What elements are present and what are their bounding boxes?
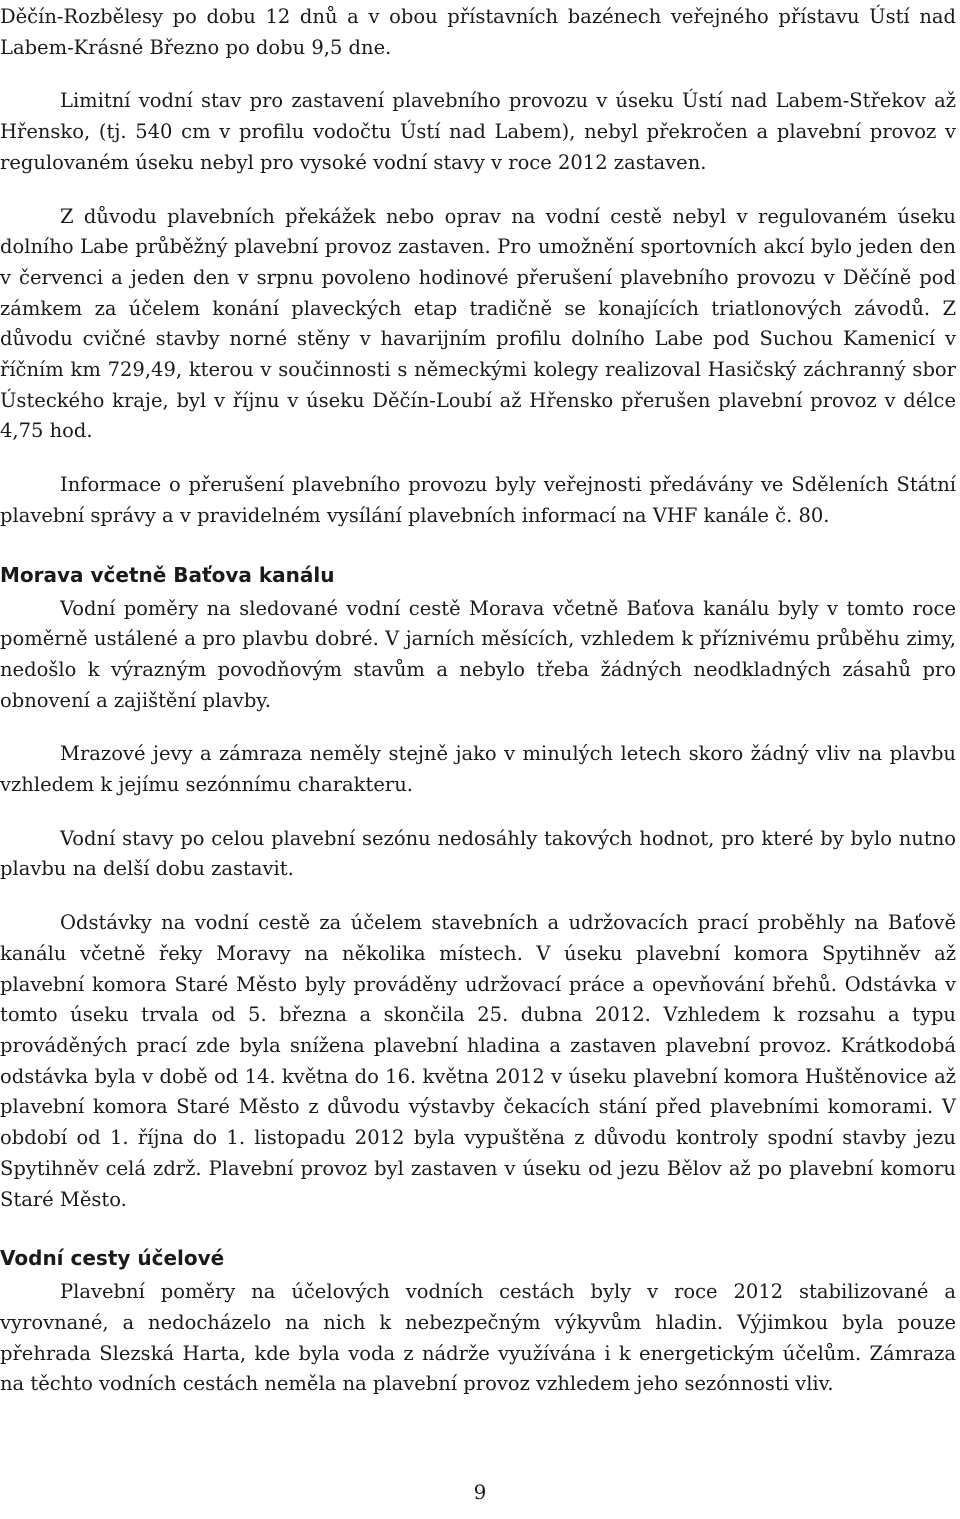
paragraph: Plavební poměry na účelových vodních cestách byly v roce 2012 stabilizované a vyrovnané, a nedocházelo na nich k nebezpečným výkyvům hladin. Výjimkou byla pouze přehrada Slezská Harta, kde byla voda z nádrže využívána i k energetickým účelům. Zámraza na těchto vodních cestách neměla na plavební provoz vzhledem jeho sezónnosti vliv. xyxy=(0,1280,956,1396)
paragraph: Vodní poměry na sledované vodní cestě Morava včetně Baťova kanálu byly v tomto roce poměrně ustálené a pro plavbu dobré. V jarních měsících, vzhledem k příznivému průběhu zimy, nedošlo k výrazným povodňovým stavům a nebylo třeba žádných neodkladných zásahů pro obnovení a zajištění plavby. xyxy=(0,596,956,712)
paragraph: Mrazové jevy a zámraza neměly stejně jako v minulých letech skoro žádný vliv na plavbu vzhledem k jejímu sezónnímu charakteru. xyxy=(0,742,956,797)
paragraph: Děčín-Rozbělesy po dobu 12 dnů a v obou přístavních bazénech veřejného přístavu Ústí nad Labem-Krásné Březno po dobu 9,5 dne. xyxy=(0,5,956,59)
paragraph: Informace o přerušení plavebního provozu byly veřejnosti předávány ve Sděleních Státní plavební správy a v pravidelném vysílání plavebních informací na VHF kanále č. 80. xyxy=(0,473,956,527)
section-heading-ucelove: Vodní cesty účelové xyxy=(0,1246,225,1271)
paragraph: Vodní stavy po celou plavební sezónu nedosáhly takových hodnot, pro které by bylo nutno plavbu na delší dobu zastavit. xyxy=(0,826,956,881)
page-content xyxy=(0,2,956,1400)
paragraph: Limitní vodní stav pro zastavení plavebního provozu v úseku Ústí nad Labem-Střekov až Hřensko, (tj. 540 cm v profilu vodočtu Ústí nad Labem), nebyl překročen a plavební provoz v regulovaném úseku nebyl pro vysoké vodní stavy v roce 2012 zastaven. xyxy=(0,89,956,174)
page-number: 9 xyxy=(473,1480,487,1504)
paragraph: Odstávky na vodní cestě za účelem stavebních a udržovacích prací proběhly na Baťově kanálu včetně řeky Moravy na několika místech. V úseku plavební komora Spytihněv až plavební komora Staré Město byly prováděny udržovací práce a opevňování břehů. Odstávka v tomto úseku trvala od 5. března a skončila 25. dubna 2012. Vzhledem k rozsahu a typu prováděných prací zde byla snížena plavební hladina a zastaven plavební provoz. Krátkodobá odstávka byla v době od 14. května do 16. května 2012 v úseku plavební komora Huštěnovice až plavební komora Staré Město z důvodu výstavby čekacích stání před plavebními komorami. V období od 1. října do 1. listopadu 2012 byla vypuštěna z důvodu kontroly spodní stavby jezu Spytihněv celá zdrž. Plavební provoz byl zastaven v úseku od jezu Bělov až po plavební komoru Staré Město. xyxy=(0,911,956,1211)
paragraph: Z důvodu plavebních překážek nebo oprav na vodní cestě nebyl v regulovaném úseku dolního Labe průběžný plavební provoz zastaven. Pro umožnění sportovních akcí bylo jeden den v červenci a jeden den v srpnu povoleno hodinové přerušení plavebního provozu v Děčíně pod zámkem za účelem konání plaveckých etap tradičně se konajících triatlonových závodů. Z důvodu cvičné stavby norné stěny v havarijním profilu dolního Labe pod Suchou Kamenicí v říčním km 729,49, kterou v součinnosti s německými kolegy realizoval Hasičský záchranný sbor Ústeckého kraje, byl v říjnu v úseku Děčín-Loubí až Hřensko přerušen plavební provoz v délce 4,75 hod. xyxy=(0,204,956,443)
section-heading-morava: Morava včetně Baťova kanálu xyxy=(0,562,335,587)
